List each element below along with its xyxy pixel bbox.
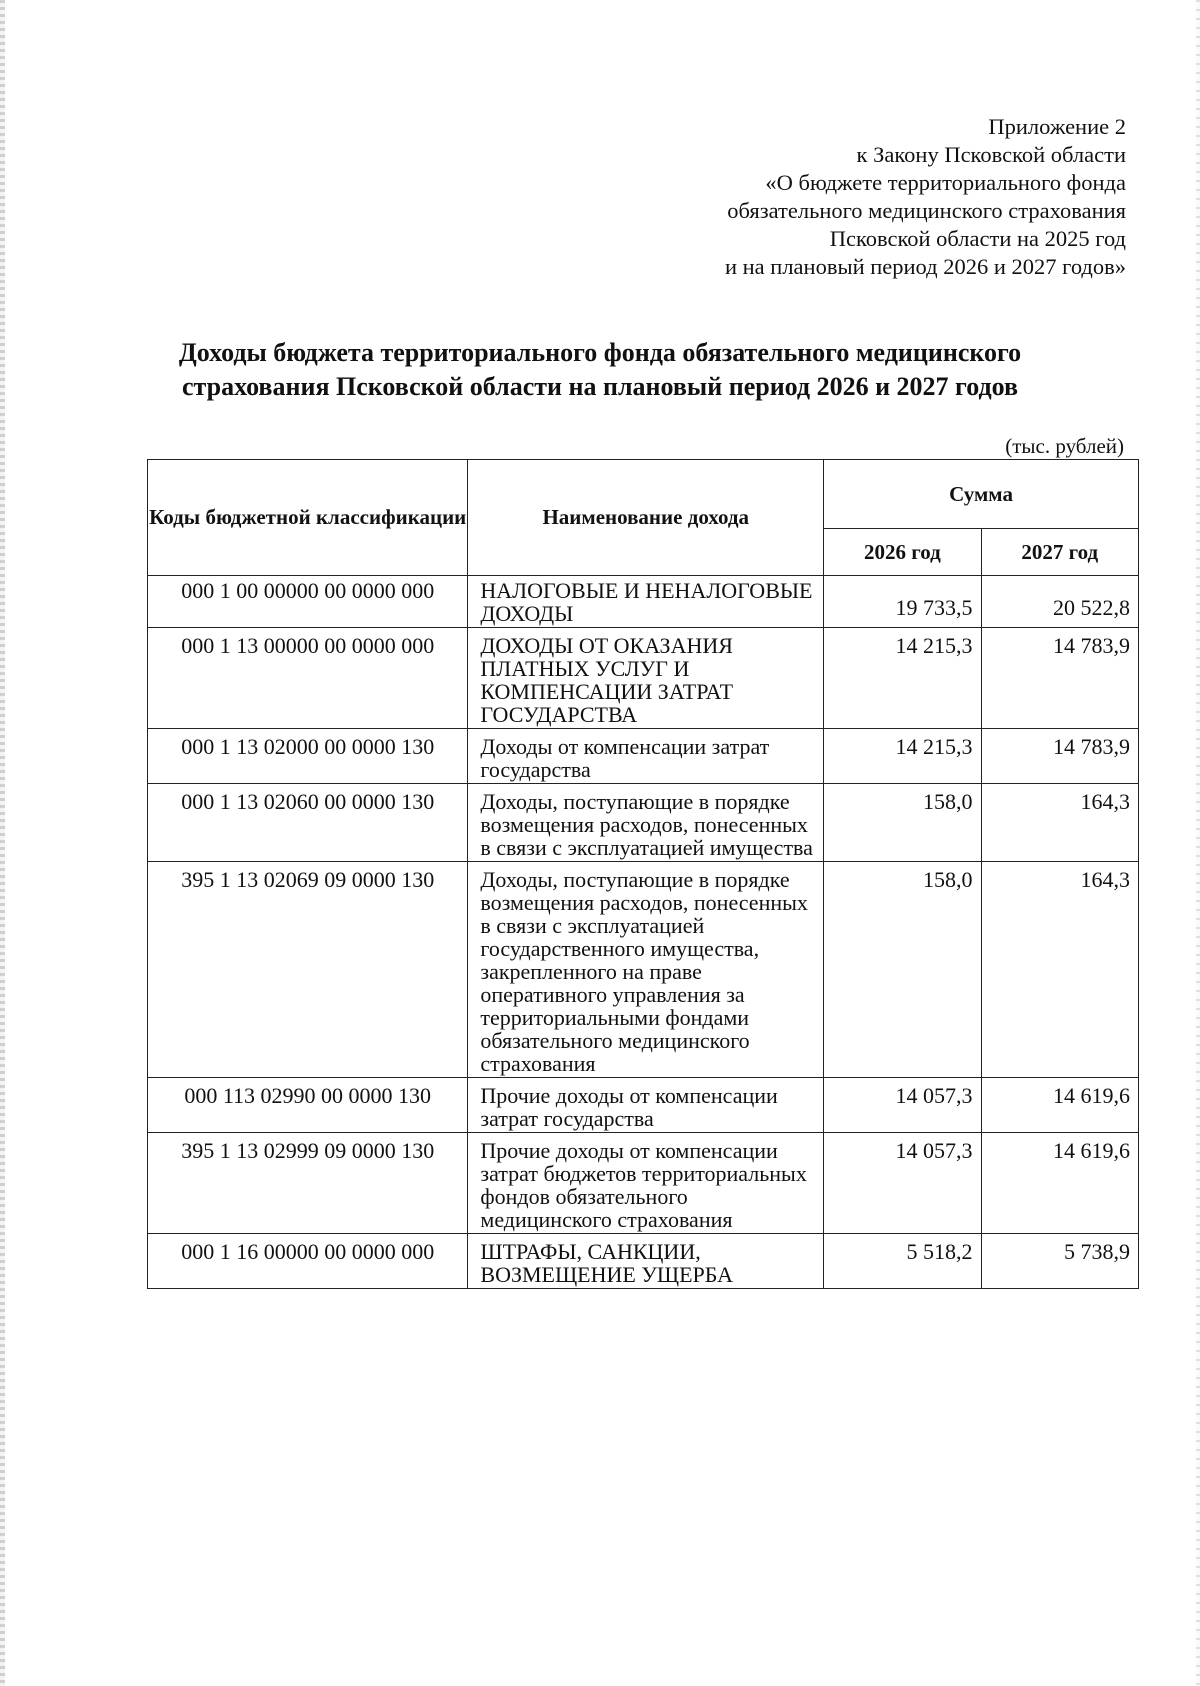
cell-code: 000 1 13 02060 00 0000 130 [148, 784, 468, 862]
cell-2027: 20 522,8 [981, 576, 1138, 628]
table-row [148, 1133, 1139, 1234]
appendix-line: Псковской области на 2025 год [829, 226, 1126, 251]
cell-2027: 164,3 [981, 784, 1138, 862]
table-body [148, 576, 1139, 1289]
cell-code: 000 1 13 02000 00 0000 130 [148, 729, 468, 784]
scan-edge-right [1196, 0, 1200, 1686]
cell-2026: 14 057,3 [824, 1078, 981, 1133]
table-row [148, 1234, 1139, 1289]
cell-name: Доходы от компенсации затрат государства [468, 729, 824, 784]
table-row [148, 576, 1139, 628]
appendix-line: и на плановый период 2026 и 2027 годов» [724, 254, 1126, 279]
appendix-line: обязательного медицинского страхования [727, 198, 1126, 223]
cell-2027: 14 783,9 [981, 628, 1138, 729]
units-note: (тыс. рублей) [1005, 434, 1124, 458]
income-table [147, 459, 1139, 1289]
cell-name: Доходы, поступающие в порядке возмещения расходов, понесенных в связи с эксплуатацией имущества [468, 784, 824, 862]
header-name: Наименование дохода [468, 460, 824, 576]
cell-2027: 14 619,6 [981, 1078, 1138, 1133]
cell-2026: 158,0 [824, 784, 981, 862]
cell-name: ДОХОДЫ ОТ ОКАЗАНИЯ ПЛАТНЫХ УСЛУГ И КОМПЕНСАЦИИ ЗАТРАТ ГОСУДАРСТВА [468, 628, 824, 729]
header-year-2026: 2026 год [824, 529, 981, 576]
cell-code: 395 1 13 02069 09 0000 130 [148, 862, 468, 1078]
table-row [148, 729, 1139, 784]
cell-name: НАЛОГОВЫЕ И НЕНАЛОГОВЫЕ ДОХОДЫ [468, 576, 824, 628]
appendix-line: Приложение 2 [988, 114, 1126, 139]
cell-2026: 14 215,3 [824, 628, 981, 729]
table-row [148, 628, 1139, 729]
appendix-line: «О бюджете территориального фонда [765, 170, 1126, 195]
cell-2026: 158,0 [824, 862, 981, 1078]
title-line-2: страхования Псковской области на плановый период 2026 и 2027 годов [181, 372, 1019, 401]
header-row [148, 460, 1139, 529]
cell-2027: 164,3 [981, 862, 1138, 1078]
header-sum: Сумма [824, 460, 1139, 529]
cell-2026: 5 518,2 [824, 1234, 981, 1289]
document-title [120, 336, 1080, 404]
table-row [148, 862, 1139, 1078]
cell-2026: 14 215,3 [824, 729, 981, 784]
cell-2027: 5 738,9 [981, 1234, 1138, 1289]
cell-name: Прочие доходы от компенсации затрат государства [468, 1078, 824, 1133]
cell-name: Прочие доходы от компенсации затрат бюджетов территориальных фондов обязательного медицинского страхования [468, 1133, 824, 1234]
title-line-1: Доходы бюджета территориального фонда обязательного медицинского [178, 338, 1022, 367]
cell-code: 000 113 02990 00 0000 130 [148, 1078, 468, 1133]
table-row [148, 784, 1139, 862]
appendix-line: к Закону Псковской области [856, 142, 1126, 167]
cell-2027: 14 619,6 [981, 1133, 1138, 1234]
cell-2026: 14 057,3 [824, 1133, 981, 1234]
table-header [148, 460, 1139, 576]
cell-code: 000 1 16 00000 00 0000 000 [148, 1234, 468, 1289]
cell-code: 000 1 13 00000 00 0000 000 [148, 628, 468, 729]
scan-edge-left [0, 0, 5, 1686]
appendix-reference [725, 113, 1126, 281]
cell-name: ШТРАФЫ, САНКЦИИ, ВОЗМЕЩЕНИЕ УЩЕРБА [468, 1234, 824, 1289]
cell-2027: 14 783,9 [981, 729, 1138, 784]
cell-name: Доходы, поступающие в порядке возмещения расходов, понесенных в связи с эксплуатацией государственного имущества, закрепленного на праве оперативного управления за территориальными фондами обязательного медицинского страхования [468, 862, 824, 1078]
table-row [148, 1078, 1139, 1133]
header-year-2027: 2027 год [981, 529, 1138, 576]
header-code: Коды бюджетной классификации [148, 460, 468, 576]
cell-2026: 19 733,5 [824, 576, 981, 628]
cell-code: 395 1 13 02999 09 0000 130 [148, 1133, 468, 1234]
cell-code: 000 1 00 00000 00 0000 000 [148, 576, 468, 628]
